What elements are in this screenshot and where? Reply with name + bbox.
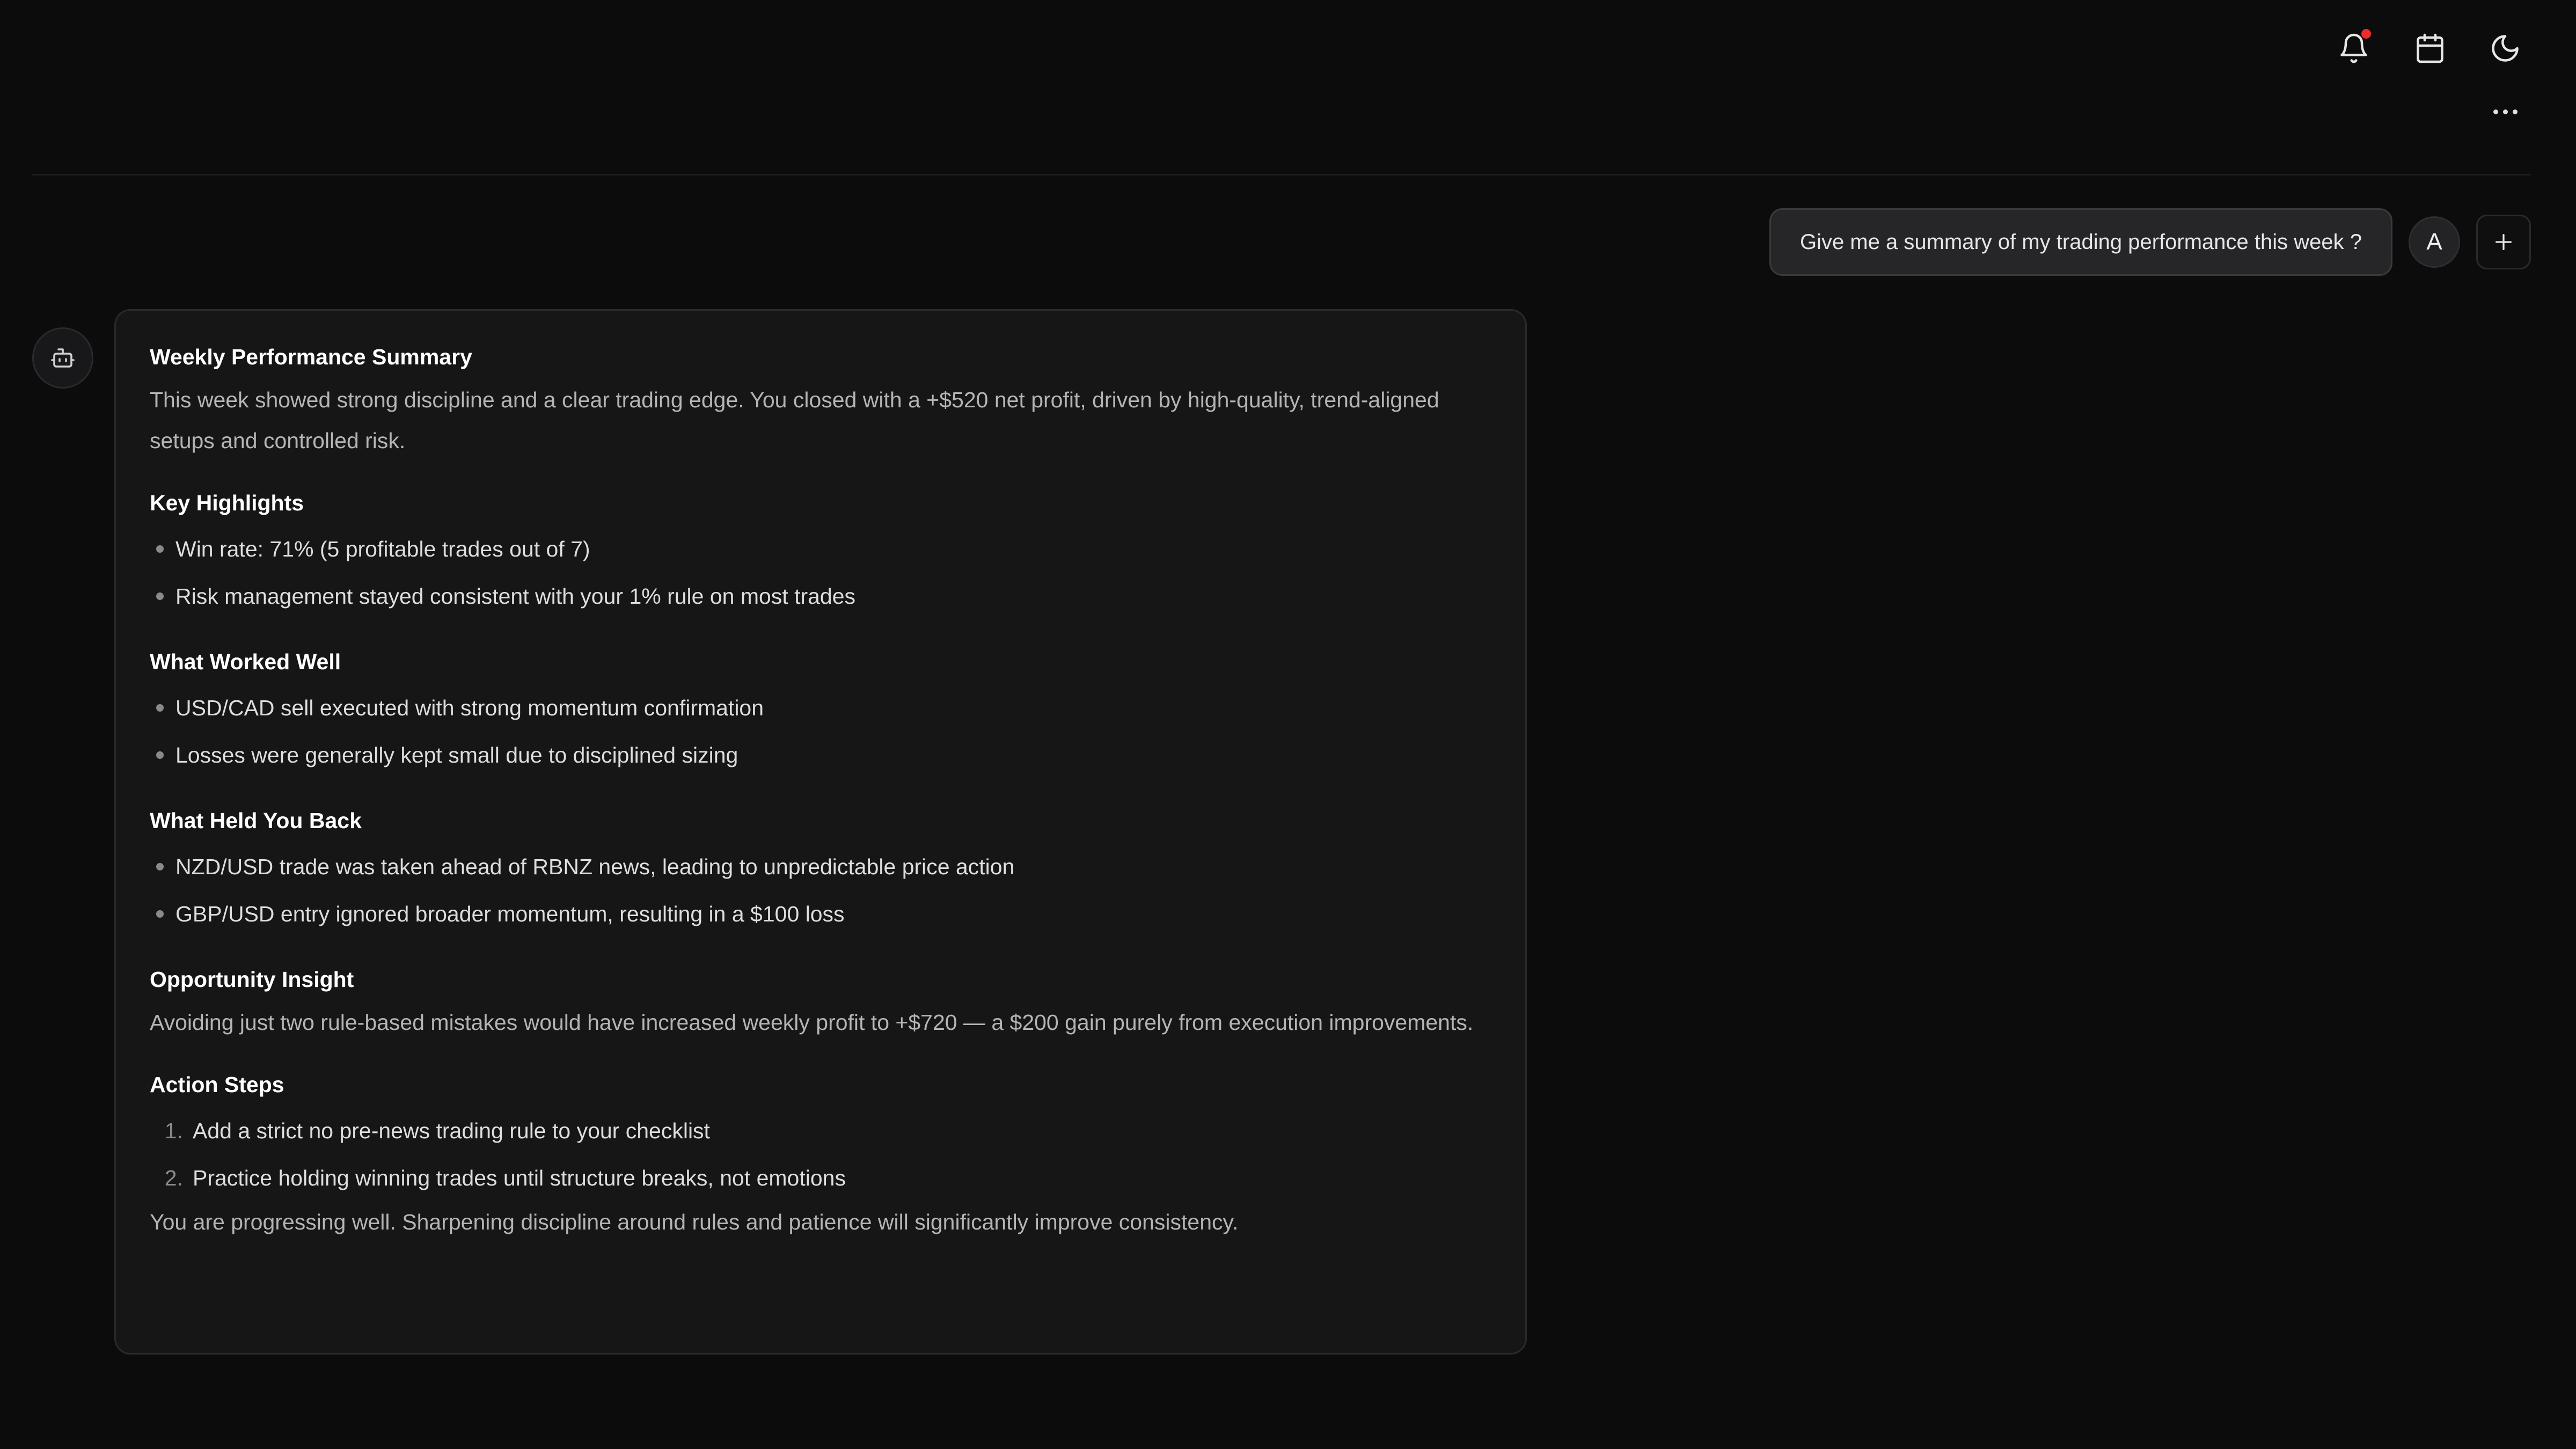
- bullet-icon: [156, 592, 164, 600]
- top-bar: [0, 0, 2576, 107]
- action-step: 1. Add a strict no pre-news trading rule to your checklist: [164, 1118, 710, 1143]
- more-horizontal-icon: [2493, 109, 2498, 114]
- section-opportunity-insight: [150, 962, 1491, 1043]
- list-item: GBP/USD entry ignored broader momentum, resulting in a $100 loss: [150, 890, 1491, 938]
- user-message-row: [1769, 209, 2531, 275]
- section-heading: What Held You Back: [150, 808, 362, 833]
- moon-icon: [2489, 32, 2521, 64]
- calendar-icon: [2414, 32, 2446, 64]
- assistant-avatar: [32, 327, 93, 389]
- header-divider: [32, 174, 2531, 175]
- section-what-worked-well: [150, 645, 1491, 779]
- list-item: Risk management stayed consistent with your 1% rule on most trades: [150, 573, 1491, 620]
- bullet-icon: [156, 863, 164, 870]
- more-options-button[interactable]: [2479, 97, 2531, 127]
- list-item: NZD/USD trade was taken ahead of RBNZ news, leading to unpredictable price action: [150, 843, 1491, 890]
- notification-dot: [2361, 29, 2371, 39]
- response-title: Weekly Performance Summary: [150, 345, 472, 369]
- assistant-response-card: [114, 309, 1527, 1355]
- calendar-button[interactable]: [2404, 23, 2456, 74]
- list-item: USD/CAD sell executed with strong momentum confirmation: [150, 684, 1491, 731]
- new-chat-button[interactable]: [2476, 215, 2531, 269]
- section-heading: Opportunity Insight: [150, 967, 354, 992]
- section-heading: What Worked Well: [150, 649, 341, 674]
- bullet-icon: [156, 910, 164, 918]
- bot-icon: [50, 345, 76, 371]
- user-message-bubble: Give me a summary of my trading performance this week ?: [1769, 208, 2392, 276]
- action-step: 2. Practice holding winning trades until structure breaks, not emotions: [164, 1166, 846, 1190]
- user-avatar[interactable]: A: [2409, 216, 2460, 268]
- section-key-highlights: [150, 486, 1491, 620]
- section-heading: Action Steps: [150, 1072, 284, 1097]
- list-item: Losses were generally kept small due to disciplined sizing: [150, 731, 1491, 779]
- bullet-icon: [156, 751, 164, 759]
- theme-toggle-button[interactable]: [2479, 23, 2531, 74]
- section-what-held-you-back: [150, 803, 1491, 938]
- response-intro: This week showed strong discipline and a clear trading edge. You closed with a +$520 net profit, driven by high-quality, trend-aligned setups and controlled risk.: [150, 387, 1439, 453]
- list-item: Win rate: 71% (5 profitable trades out of 7): [150, 525, 1491, 573]
- closing-text: You are progressing well. Sharpening discipline around rules and patience will significantly improve consistency.: [150, 1210, 1239, 1234]
- bullet-icon: [156, 545, 164, 553]
- plus-icon: [2493, 231, 2514, 253]
- section-action-steps: [150, 1067, 1491, 1242]
- section-heading: Key Highlights: [150, 491, 304, 515]
- notifications-button[interactable]: [2328, 23, 2380, 74]
- opportunity-text: Avoiding just two rule-based mistakes would have increased weekly profit to +$720 — a $200 gain purely from execution improvements.: [150, 1010, 1474, 1035]
- bullet-icon: [156, 704, 164, 712]
